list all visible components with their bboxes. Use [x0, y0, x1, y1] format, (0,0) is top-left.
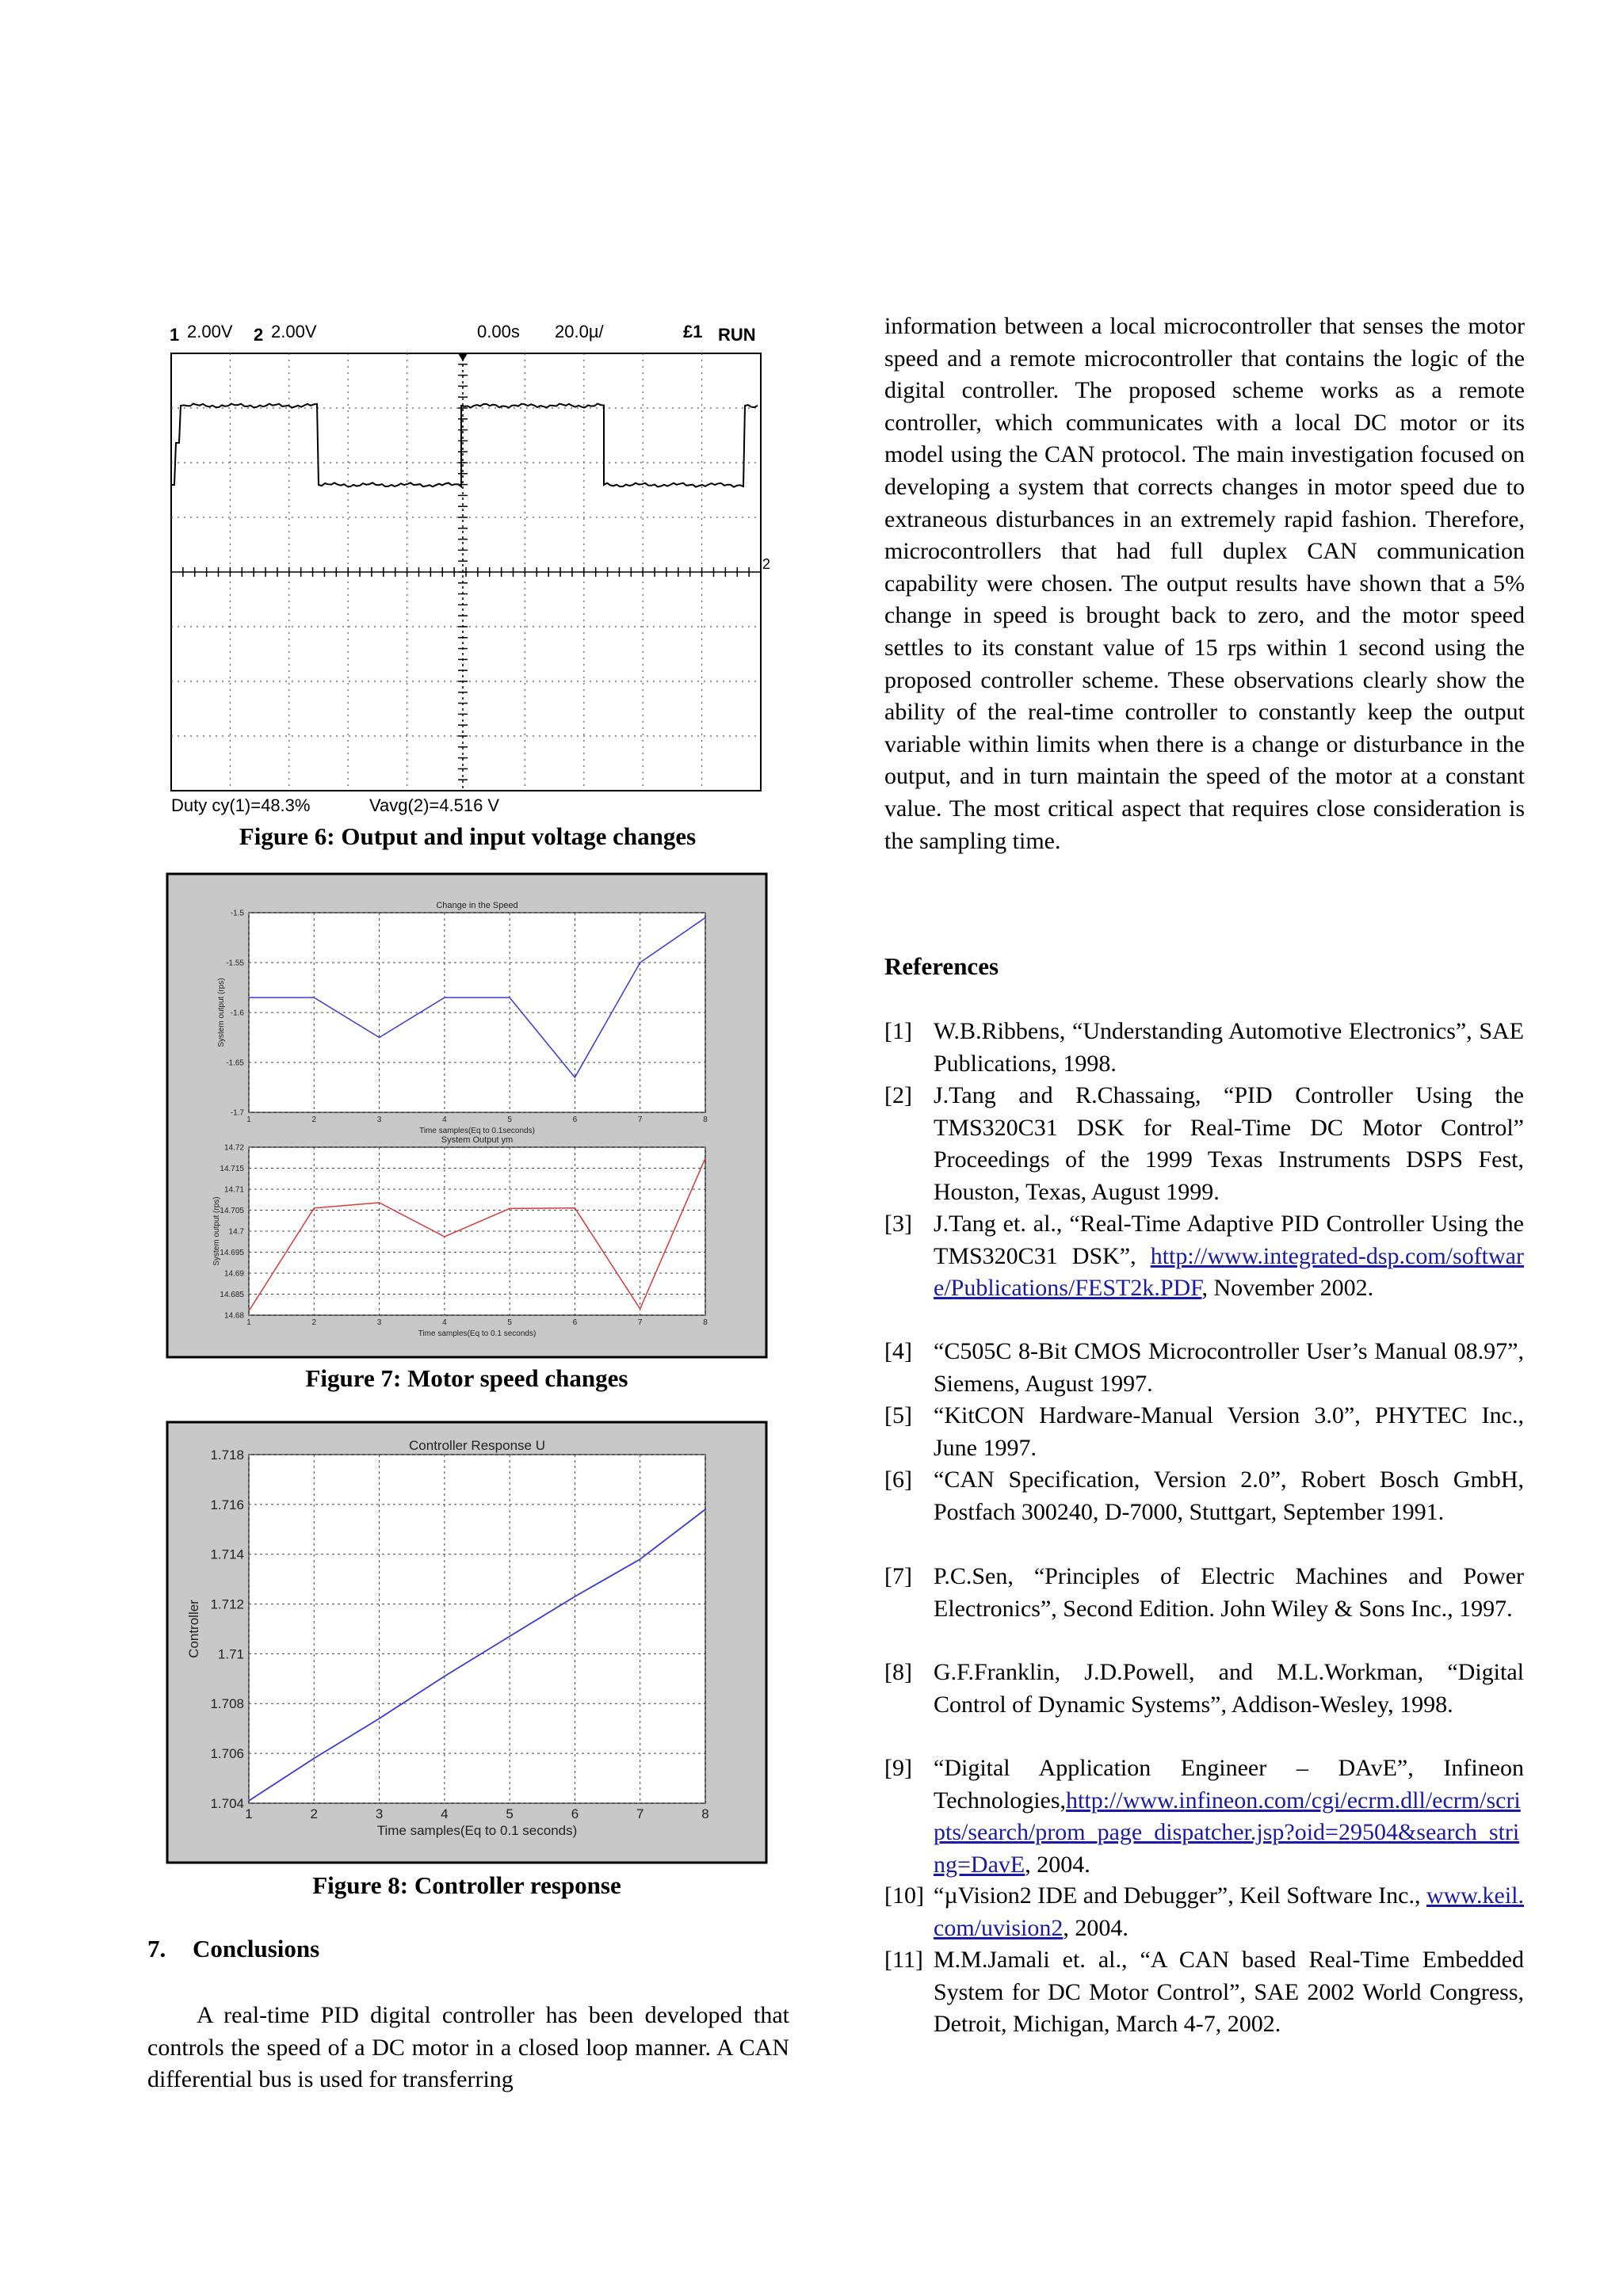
ch1-scale: 2.00V — [187, 322, 233, 341]
duty-cycle-readout: Duty cy(1)=48.3% — [171, 795, 311, 815]
reference-suffix: , 2004. — [1063, 1914, 1128, 1941]
reference-number: [3] — [884, 1211, 912, 1237]
reference-text — [934, 1016, 1524, 1080]
x-tick-label: 3 — [376, 1318, 382, 1327]
x-axis-label: Time samples(Eq to 0.1 seconds) — [418, 1329, 537, 1338]
reference-text — [934, 1561, 1524, 1625]
reference-number: [9] — [884, 1755, 912, 1781]
time-offset: 0.00s — [477, 322, 520, 341]
y-tick-label: 14.69 — [223, 1269, 244, 1279]
y-tick-label: -1.7 — [230, 1108, 244, 1118]
x-axis-label: Time samples(Eq to 0.1seconds) — [419, 1127, 535, 1135]
reference-number: [4] — [884, 1338, 912, 1364]
x-tick-label: 1 — [245, 1806, 253, 1821]
y-tick-label: 14.715 — [220, 1165, 244, 1173]
y-tick-label: 1.712 — [210, 1596, 244, 1612]
x-tick-label: 8 — [703, 1116, 708, 1124]
y-tick-label: 1.714 — [210, 1547, 244, 1562]
y-tick-label: 1.704 — [210, 1795, 244, 1811]
y-tick-label: 14.705 — [220, 1207, 244, 1215]
x-tick-label: 7 — [636, 1806, 644, 1821]
y-tick-label: 1.718 — [210, 1447, 244, 1463]
trigger-indicator: £1 — [683, 322, 703, 341]
ch2-marker: 2 — [762, 556, 771, 572]
x-tick-label: 3 — [376, 1116, 382, 1124]
system-output-plot — [212, 1135, 708, 1338]
reference-number: [6] — [884, 1466, 912, 1493]
y-tick-label: 14.685 — [220, 1291, 244, 1299]
reference-number: [7] — [884, 1563, 912, 1589]
ch2-label: 2 — [254, 325, 264, 345]
reference-number: [11] — [884, 1947, 923, 1973]
reference-citation: J.Tang and R.Chassaing, “PID Controller Using the TMS320C31 DSK for Real-Time DC Motor Control” Proceedings of the 1999 Texas Instruments DSPS Fest, Houston, Texas, August 1999. — [934, 1082, 1524, 1205]
reference-suffix: , 2004. — [1025, 1851, 1090, 1878]
reference-text — [934, 1336, 1524, 1400]
x-tick-label: 8 — [701, 1806, 709, 1821]
reference-number: [1] — [884, 1018, 912, 1044]
ch1-label: 1 — [170, 325, 180, 345]
oscilloscope-screen — [168, 320, 771, 819]
section-title: Conclusions — [193, 1935, 320, 1962]
x-tick-label: 6 — [571, 1806, 579, 1821]
y-tick-label: 1.706 — [210, 1746, 244, 1762]
y-axis-label: System output (rps) — [217, 978, 226, 1047]
run-status: RUN — [718, 325, 756, 345]
reference-suffix: , November 2002. — [1201, 1275, 1374, 1302]
reference-number: [2] — [884, 1082, 912, 1108]
reference-text — [934, 1080, 1524, 1208]
square-wave-trace — [171, 404, 758, 487]
y-axis-label: System output (rps) — [212, 1196, 221, 1266]
x-tick-label: 5 — [507, 1318, 512, 1327]
reference-citation: P.C.Sen, “Principles of Electric Machines and Power Electronics”, Second Edition. John Wiley & Sons Inc., 1997. — [934, 1563, 1524, 1622]
conclusions-heading — [147, 1935, 319, 1963]
y-tick-label: -1.6 — [230, 1009, 244, 1018]
y-axis-label: Controller — [186, 1600, 201, 1658]
reference-citation: W.B.Ribbens, “Understanding Automotive Electronics”, SAE Publications, 1998. — [934, 1018, 1524, 1077]
reference-citation: “µVision2 IDE and Debugger”, Keil Software Inc., — [934, 1882, 1426, 1909]
reference-text — [934, 1753, 1524, 1881]
timebase: 20.0µ/ — [555, 322, 604, 341]
x-tick-label: 4 — [442, 1318, 447, 1327]
reference-citation: M.M.Jamali et. al., “A CAN based Real-Time Embedded System for DC Motor Control”, SAE 2002 World Congress, Detroit, Michigan, March 4-7, 2002. — [934, 1947, 1524, 2038]
y-tick-label: -1.55 — [226, 959, 244, 968]
x-tick-label: 2 — [311, 1318, 317, 1327]
chart-title: Change in the Speed — [436, 901, 518, 910]
x-tick-label: 5 — [507, 1116, 512, 1124]
x-tick-label: 4 — [441, 1806, 449, 1821]
x-axis-label: Time samples(Eq to 0.1 seconds) — [376, 1823, 578, 1838]
x-tick-label: 1 — [246, 1318, 251, 1327]
figure-6 — [168, 320, 771, 819]
chart-title: Controller Response U — [409, 1438, 545, 1453]
reference-text — [934, 1657, 1524, 1721]
x-tick-label: 4 — [442, 1116, 447, 1124]
y-tick-label: 14.695 — [220, 1249, 244, 1257]
conclusions-paragraph-right: information between a local microcontroller that senses the motor speed and a remote microcontroller that contains the logic of the digital controller. The proposed scheme works as a remote controller, which communicates with a local DC motor or its model using the CAN protocol. The main investigation focused on developing a system that corrects changes in motor speed due to extraneous disturbances in an extremely rapid fashion. Therefore, microcontrollers that had full duplex CAN communication capability were chosen. The output results have shown that a 5% change in speed is brought back to zero, and the motor speed settles to its constant value of 15 rps within 1 second using the proposed controller scheme. These observations clearly show the ability of the real-time controller to constantly keep the output variable within limits when there is a change or disturbance in the output, and in turn maintain the speed of the motor at a constant value. The most critical aspect that requires close consideration is the sampling time. — [884, 313, 1525, 854]
reference-text — [934, 1880, 1524, 1944]
plot-area — [249, 1455, 705, 1803]
x-tick-label: 5 — [506, 1806, 514, 1821]
y-tick-label: 14.72 — [223, 1143, 244, 1153]
x-tick-label: 2 — [310, 1806, 319, 1821]
x-tick-label: 2 — [311, 1116, 317, 1124]
y-tick-label: 1.708 — [210, 1696, 244, 1712]
reference-number: [10] — [884, 1882, 924, 1909]
chart-title: System Output ym — [441, 1135, 514, 1145]
x-tick-label: 1 — [246, 1116, 251, 1124]
reference-number: [8] — [884, 1659, 912, 1685]
y-tick-label: 14.71 — [223, 1185, 244, 1195]
reference-text — [934, 1400, 1524, 1464]
trigger-marker-icon — [458, 353, 468, 361]
x-tick-label: 6 — [572, 1116, 578, 1124]
x-tick-label: 3 — [375, 1806, 384, 1821]
speed-change-plot — [217, 901, 708, 1135]
x-tick-label: 7 — [637, 1318, 643, 1327]
conclusions-paragraph-left: A real-time PID digital controller has been developed that controls the speed of a DC motor in a closed loop manner. A CAN differential bus is used for transferring — [147, 2002, 789, 2093]
figure-7 — [166, 873, 767, 1358]
x-tick-label: 7 — [637, 1116, 643, 1124]
references-heading: References — [884, 952, 999, 980]
reference-citation: “Digital Application Engineer – DAvE”, Infineon Technologies, — [934, 1755, 1524, 1814]
y-tick-label: 1.716 — [210, 1497, 244, 1512]
reference-text — [934, 1208, 1524, 1305]
figure-8-caption: Figure 8: Controller response — [312, 1871, 621, 1899]
ch2-scale: 2.00V — [271, 322, 317, 341]
reference-link[interactable]: http://www.integrated-dsp.com/software/Publications/FEST2k.PDF — [934, 1242, 1524, 1302]
figure-8 — [166, 1421, 767, 1863]
y-tick-label: 14.7 — [228, 1227, 244, 1237]
y-tick-label: -1.65 — [226, 1058, 244, 1068]
reference-citation: G.F.Franklin, J.D.Powell, and M.L.Workman, “Digital Control of Dynamic Systems”, Addison-Wesley, 1998. — [934, 1659, 1524, 1718]
figure-7-caption: Figure 7: Motor speed changes — [305, 1364, 628, 1392]
reference-citation: J.Tang et. al., “Real-Time Adaptive PID Controller Using the TMS320C31 DSK”, — [934, 1211, 1524, 1269]
reference-link[interactable]: www.keil.com/uvision2 — [934, 1882, 1525, 1941]
figure-6-caption: Figure 6: Output and input voltage changes — [239, 822, 697, 850]
controller-response-plot — [186, 1438, 709, 1838]
y-tick-label: -1.5 — [230, 909, 244, 918]
section-number: 7. — [147, 1935, 166, 1962]
reference-citation: “CAN Specification, Version 2.0”, Robert Bosch GmbH, Postfach 300240, D-7000, Stuttgart, September 1991. — [934, 1466, 1524, 1525]
vavg-readout: Vavg(2)=4.516 V — [369, 795, 500, 815]
reference-text — [934, 1464, 1524, 1528]
x-tick-label: 8 — [703, 1318, 708, 1327]
reference-text — [934, 1944, 1524, 2041]
y-tick-label: 1.71 — [217, 1646, 244, 1662]
reference-link[interactable]: http://www.infineon.com/cgi/ecrm.dll/ecrm/scripts/search/prom_page_dispatcher.jsp?oid=29504&search_string=DavE — [934, 1787, 1521, 1878]
reference-citation: “KitCON Hardware-Manual Version 3.0”, PHYTEC Inc., June 1997. — [934, 1402, 1524, 1461]
y-tick-label: 14.68 — [223, 1311, 244, 1321]
x-tick-label: 6 — [572, 1318, 578, 1327]
reference-citation: “C505C 8-Bit CMOS Microcontroller User’s Manual 08.97”, Siemens, August 1997. — [934, 1338, 1524, 1397]
reference-number: [5] — [884, 1402, 912, 1428]
